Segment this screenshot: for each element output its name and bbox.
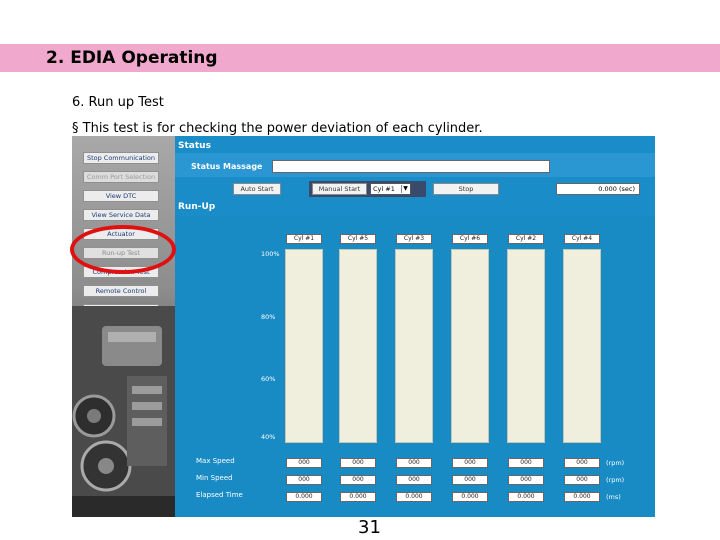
cylinder-header: Cyl #6: [452, 234, 488, 244]
sidebar: [72, 136, 175, 517]
cylinder-select-value: Cyl #1: [373, 185, 395, 193]
cylinder-header: Cyl #1: [286, 234, 322, 244]
compression-test-button[interactable]: Compression Test: [83, 266, 159, 278]
run-up-title: Run-Up: [178, 202, 216, 212]
elapsed-time-value: 0.000: [340, 492, 376, 502]
cylinder-header: Cyl #2: [508, 234, 544, 244]
elapsed-time-value: 0.000: [452, 492, 488, 502]
max-speed-value: 000: [508, 458, 544, 468]
max-speed-label: Max Speed: [196, 457, 235, 465]
elapsed-time-value: 0.000: [564, 492, 600, 502]
bullet-marker: §: [72, 121, 79, 136]
view-service-data-button[interactable]: View Service Data: [83, 209, 159, 221]
elapsed-time-label: Elapsed Time: [196, 491, 243, 499]
max-speed-value: 000: [564, 458, 600, 468]
max-speed-value: 000: [340, 458, 376, 468]
min-speed-label: Min Speed: [196, 474, 233, 482]
elapsed-time-value: 0.000: [396, 492, 432, 502]
percent-label: 100%: [261, 250, 280, 258]
run-up-bar: [285, 249, 323, 443]
run-up-test-button[interactable]: Run-up Test: [83, 247, 159, 259]
manual-start-button[interactable]: Manual Start: [312, 183, 367, 195]
test-time-value: 0.000: [598, 185, 617, 193]
bullet-text-line: [72, 121, 483, 136]
max-speed-value: 000: [286, 458, 322, 468]
app-screenshot: [72, 136, 655, 517]
min-speed-value: 000: [340, 475, 376, 485]
bullet-text: This test is for checking the power deviation of each cylinder.: [82, 121, 483, 136]
min-speed-value: 000: [564, 475, 600, 485]
elapsed-time-unit: (ms): [606, 493, 621, 501]
test-time-field[interactable]: [556, 183, 640, 195]
elapsed-time-value: 0.000: [508, 492, 544, 502]
percent-label: 60%: [261, 375, 276, 383]
min-speed-value: 000: [508, 475, 544, 485]
min-speed-value: 000: [452, 475, 488, 485]
elapsed-time-value: 0.000: [286, 492, 322, 502]
run-up-bar: [563, 249, 601, 443]
run-up-bar: [395, 249, 433, 443]
run-up-bar: [507, 249, 545, 443]
run-up-bar: [451, 249, 489, 443]
view-dtc-button[interactable]: View DTC: [83, 190, 159, 202]
max-speed-unit: (rpm): [606, 459, 625, 467]
run-up-bar: [339, 249, 377, 443]
main-panel: [175, 136, 655, 517]
cylinder-header: Cyl #3: [396, 234, 432, 244]
stop-button[interactable]: Stop: [433, 183, 499, 195]
min-speed-value: 000: [396, 475, 432, 485]
engine-image: [72, 306, 175, 517]
auto-start-button[interactable]: Auto Start: [233, 183, 281, 195]
status-message-label: Status Massage: [191, 162, 263, 171]
run-up-test-highlight: [70, 225, 176, 274]
slide-title: 2. EDIA Operating: [46, 48, 218, 68]
max-speed-value: 000: [452, 458, 488, 468]
cylinder-header: Cyl #5: [340, 234, 376, 244]
min-speed-unit: (rpm): [606, 476, 625, 484]
stop-communication-button[interactable]: Stop Communication: [83, 152, 159, 164]
status-message-field[interactable]: [272, 160, 550, 173]
section-subtitle: 6. Run up Test: [72, 95, 164, 110]
page-number: 31: [358, 517, 381, 538]
cylinder-select[interactable]: [370, 183, 411, 195]
max-speed-value: 000: [396, 458, 432, 468]
percent-label: 80%: [261, 313, 276, 321]
cylinder-header: Cyl #4: [564, 234, 600, 244]
actuator-button[interactable]: Actuator: [83, 228, 159, 240]
remote-control-button[interactable]: Remote Control: [83, 285, 159, 297]
chevron-down-icon: ▼: [401, 185, 409, 193]
test-time-unit: (sec): [618, 185, 635, 193]
percent-label: 40%: [261, 433, 276, 441]
status-title: Status: [178, 141, 211, 151]
comm-port-selection-button[interactable]: Comm Port Selection: [83, 171, 159, 183]
min-speed-value: 000: [286, 475, 322, 485]
